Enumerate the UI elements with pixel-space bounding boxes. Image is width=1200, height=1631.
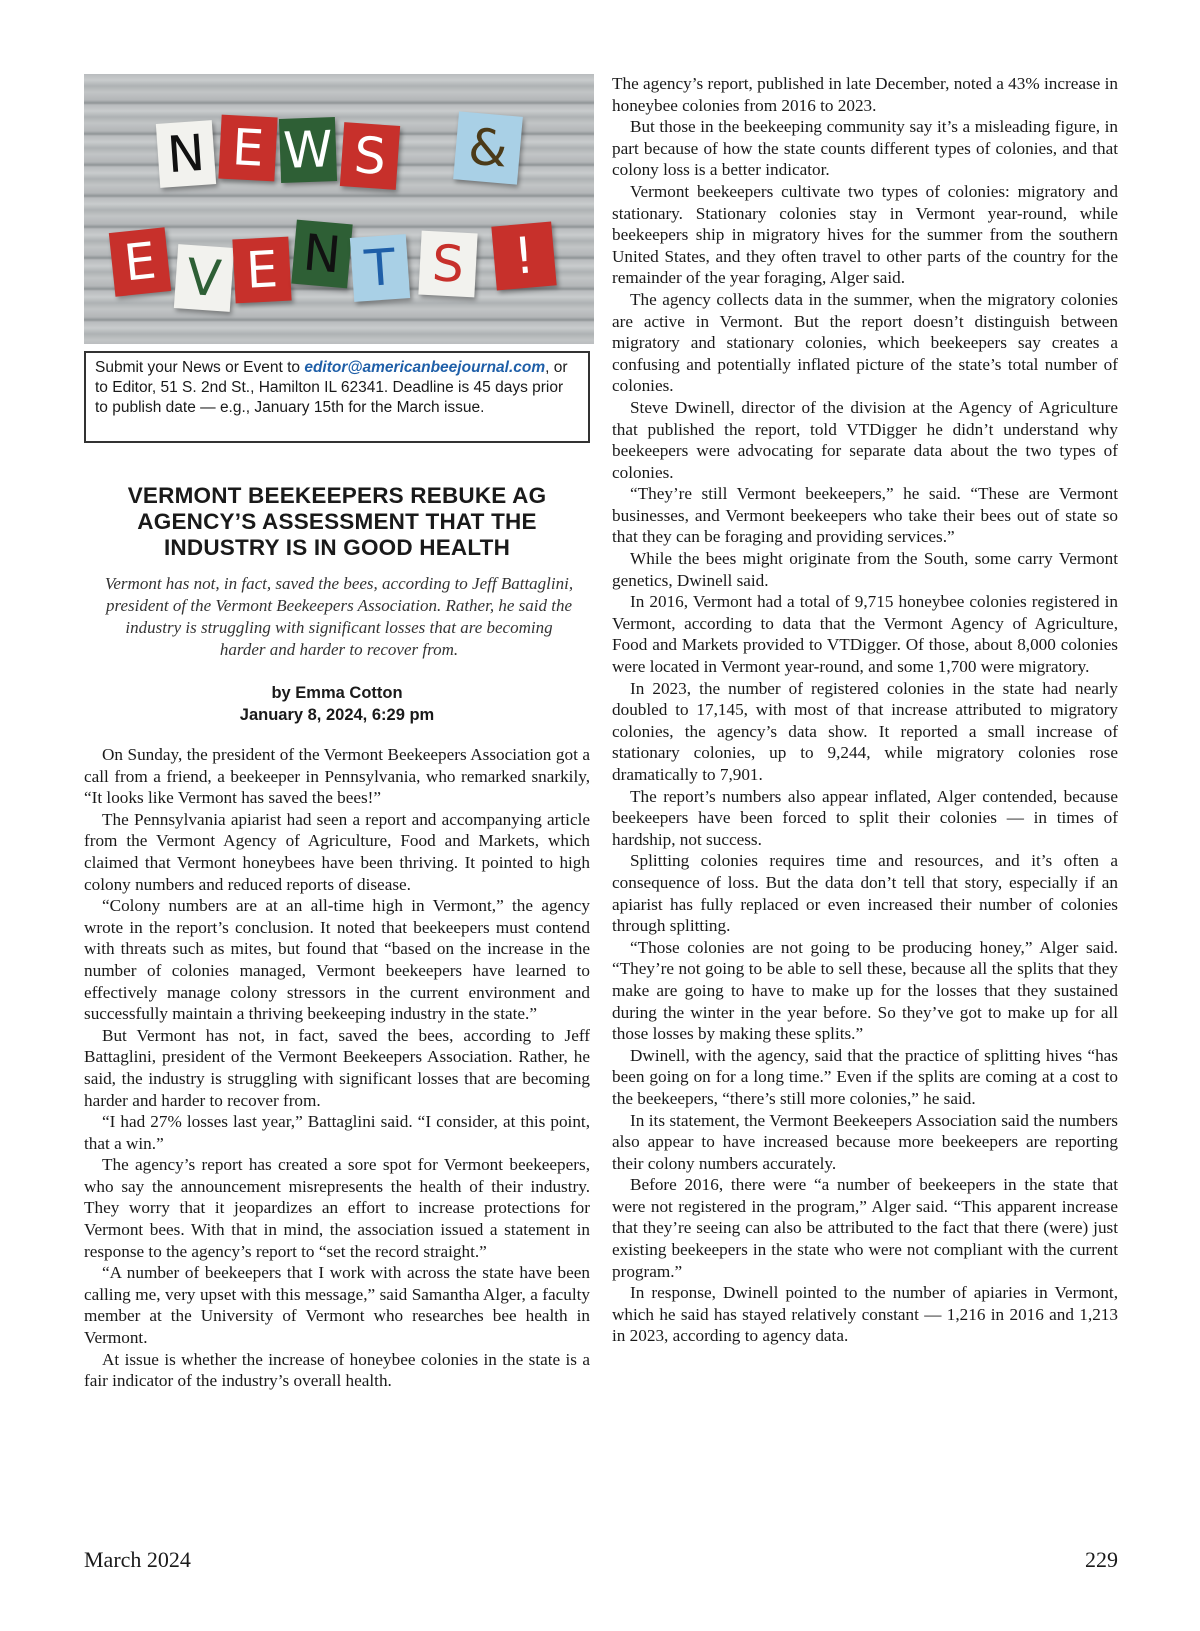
right-column bbox=[612, 73, 1118, 1347]
article-headline: VERMONT BEEKEEPERS REBUKE AG AGENCY’S ASSESSMENT THAT THE INDUSTRY IS IN GOOD HEALTH bbox=[127, 483, 547, 560]
paragraph: The agency’s report, published in late December, noted a 43% increase in honeybee colonies from 2016 to 2023. bbox=[612, 74, 1118, 115]
paragraph: In response, Dwinell pointed to the number of apiaries in Vermont, which he said has stayed relatively constant — 1,216 in 2016 and 1,213 in 2023, according to agency data. bbox=[612, 1283, 1118, 1346]
paragraph: On Sunday, the president of the Vermont Beekeepers Association got a call from a friend, a beekeeper in Pennsylvania, who remarked snarkily, “It looks like Vermont has saved the bees!” bbox=[84, 745, 590, 808]
paragraph: Splitting colonies requires time and resources, and it’s often a consequence of loss. But the data don’t tell that story, especially if an apiarist has fully replaced or even increased their number of colonies through splitting. bbox=[612, 851, 1118, 936]
article-deck: Vermont has not, in fact, saved the bees, according to Jeff Battaglini, president of the Vermont Beekeepers Association. Rather, he said the industry is struggling with significant losses that are becoming harder and harder to recover from. bbox=[104, 574, 574, 659]
paragraph: Dwinell, with the agency, said that the practice of splitting hives “has been going on for a long time.” Even if the splits are coming at a cost to the beekeepers, “there’s still more colonies,” he said. bbox=[612, 1045, 1118, 1108]
byline bbox=[84, 682, 590, 726]
banner-tile: & bbox=[453, 111, 523, 184]
paragraph: In its statement, the Vermont Beekeepers Association said the numbers also appear to have increased because more beekeepers are reporting their colony numbers accurately. bbox=[612, 1110, 1118, 1173]
paragraph: “They’re still Vermont beekeepers,” he said. “These are Vermont businesses, and Vermont beekeepers who take their bees out of state so that they can be foraging and providing services.” bbox=[612, 484, 1118, 547]
banner-tile: S bbox=[340, 122, 400, 190]
paragraph: While the bees might originate from the South, some carry Vermont genetics, Dwinell said. bbox=[612, 549, 1118, 590]
paragraph: “I had 27% losses last year,” Battaglini said. “I consider, at this point, that a win.” bbox=[84, 1112, 590, 1153]
paragraph: Vermont beekeepers cultivate two types of colonies: migratory and stationary. Stationary colonies stay in Vermont year-round, while beekeepers ship in migratory hives for the summer from the southern United States, and they often travel to other parts of the country for the remainder of the year foraging, Alger said. bbox=[612, 181, 1118, 288]
banner-tile: S bbox=[418, 231, 477, 298]
paragraph: But Vermont has not, in fact, saved the bees, according to Jeff Battaglini, president of the Vermont Beekeepers Association. Rather, he said, the industry is struggling with significant losses that are becoming harder and harder to recover from. bbox=[84, 1025, 590, 1110]
banner-tile: W bbox=[279, 117, 337, 183]
paragraph: The report’s numbers also appear inflated, Alger contended, because beekeepers have been forced to split their colonies — in times of hardship, not success. bbox=[612, 786, 1118, 849]
paragraph: “Colony numbers are at an all-time high in Vermont,” the agency wrote in the report’s conclusion. It noted that beekeepers must contend with threats such as mites, but found that “based on the increase in the number of colonies managed, Vermont beekeepers have learned to effectively manage colony stressors in the current environment and successfully maintain a thriving beekeeping industry in the state.” bbox=[84, 896, 590, 1024]
banner-tile: E bbox=[109, 227, 171, 297]
page-number: 229 bbox=[1085, 1547, 1118, 1572]
paragraph: “Those colonies are not going to be producing honey,” Alger said. “They’re not going to be able to sell these, because all the splits that they make are going to have to make up for the losses that they sustained during the winter in the year before. So they’ve got to make up for all those losses by making these splits.” bbox=[612, 937, 1118, 1044]
paragraph: Before 2016, there were “a number of beekeepers in the state that were not registered in the program,” Alger said. “This apparent increase that they’re seeing can also be attributed to the fact that there (were) just existing beekeepers in the state who were not compliant with the current program.” bbox=[612, 1175, 1118, 1281]
paragraph: Steve Dwinell, director of the division at the Agency of Agriculture that published the report, told VTDigger he didn’t understand why beekeepers were advocating for separate data about the two types of colonies. bbox=[612, 397, 1118, 482]
news-events-banner bbox=[84, 74, 594, 344]
submission-details: , or to Editor, 51 S. 2nd St., Hamilton IL 62341. Deadline is 45 days prior to publish date — e.g., January 15th for the March issue. bbox=[95, 359, 568, 416]
footer-issue-date: March 2024 bbox=[84, 1547, 191, 1572]
paragraph: In 2016, Vermont had a total of 9,715 honeybee colonies registered in Vermont, according to data that the Vermont Agency of Agriculture, Food and Markets provided to VTDigger. Of those, about 8,000 colonies were located in Vermont year-round, and some 1,700 were migratory. bbox=[612, 592, 1118, 677]
paragraph: The agency’s report has created a sore spot for Vermont beekeepers, who say the announcement misrepresents the health of their industry. They worry that it jeopardizes an effort to increase protections for Vermont bees. With that in mind, the association issued a statement in response to the agency’s report to “set the record straight.” bbox=[84, 1155, 590, 1261]
submission-notice bbox=[84, 351, 590, 443]
banner-tile: N bbox=[156, 120, 216, 188]
submission-prefix: Submit your News or Event to bbox=[95, 359, 305, 376]
banner-tile: V bbox=[174, 244, 234, 312]
editor-email-link[interactable]: editor@americanbeejournal.com bbox=[304, 359, 546, 376]
author: by Emma Cotton bbox=[271, 684, 403, 702]
banner-tile: T bbox=[350, 234, 410, 302]
paragraph: “A number of beekeepers that I work with across the state have been calling me, very upset with this message,” said Samantha Alger, a faculty member at the University of Vermont who researches bee health in Vermont. bbox=[84, 1263, 590, 1348]
paragraph: At issue is whether the increase of honeybee colonies in the state is a fair indicator of the industry’s overall health. bbox=[84, 1349, 590, 1391]
banner-tile: E bbox=[232, 237, 291, 304]
banner-tile: ! bbox=[491, 222, 556, 291]
paragraph: In 2023, the number of registered colonies in the state had nearly doubled to 17,145, with most of that increase attributed to migratory colonies, the agency’s data show. It reported a small increase of stationary colonies, up to 9,244, while migratory colonies rose dramatically to 7,901. bbox=[612, 678, 1118, 784]
publish-date: January 8, 2024, 6:29 pm bbox=[239, 706, 435, 724]
banner-tile: E bbox=[218, 115, 277, 182]
paragraph: The Pennsylvania apiarist had seen a report and accompanying article from the Vermont Agency of Agriculture, Food and Markets, which claimed that Vermont honeybees have been thriving. It pointed to high colony numbers and reduced reports of disease. bbox=[84, 809, 590, 894]
paragraph: The agency collects data in the summer, when the migratory colonies are active in Vermont. But the report doesn’t distinguish between migratory and stationary colonies, which beekeepers say creates a confusing and potentially inflated picture of the state’s total number of colonies. bbox=[612, 289, 1118, 396]
banner-tile: N bbox=[291, 220, 352, 289]
paragraph: But those in the beekeeping community say it’s a misleading figure, in part because of how the state counts different types of colonies, and that colony loss is a better indicator. bbox=[612, 117, 1118, 180]
left-column bbox=[84, 744, 590, 1392]
